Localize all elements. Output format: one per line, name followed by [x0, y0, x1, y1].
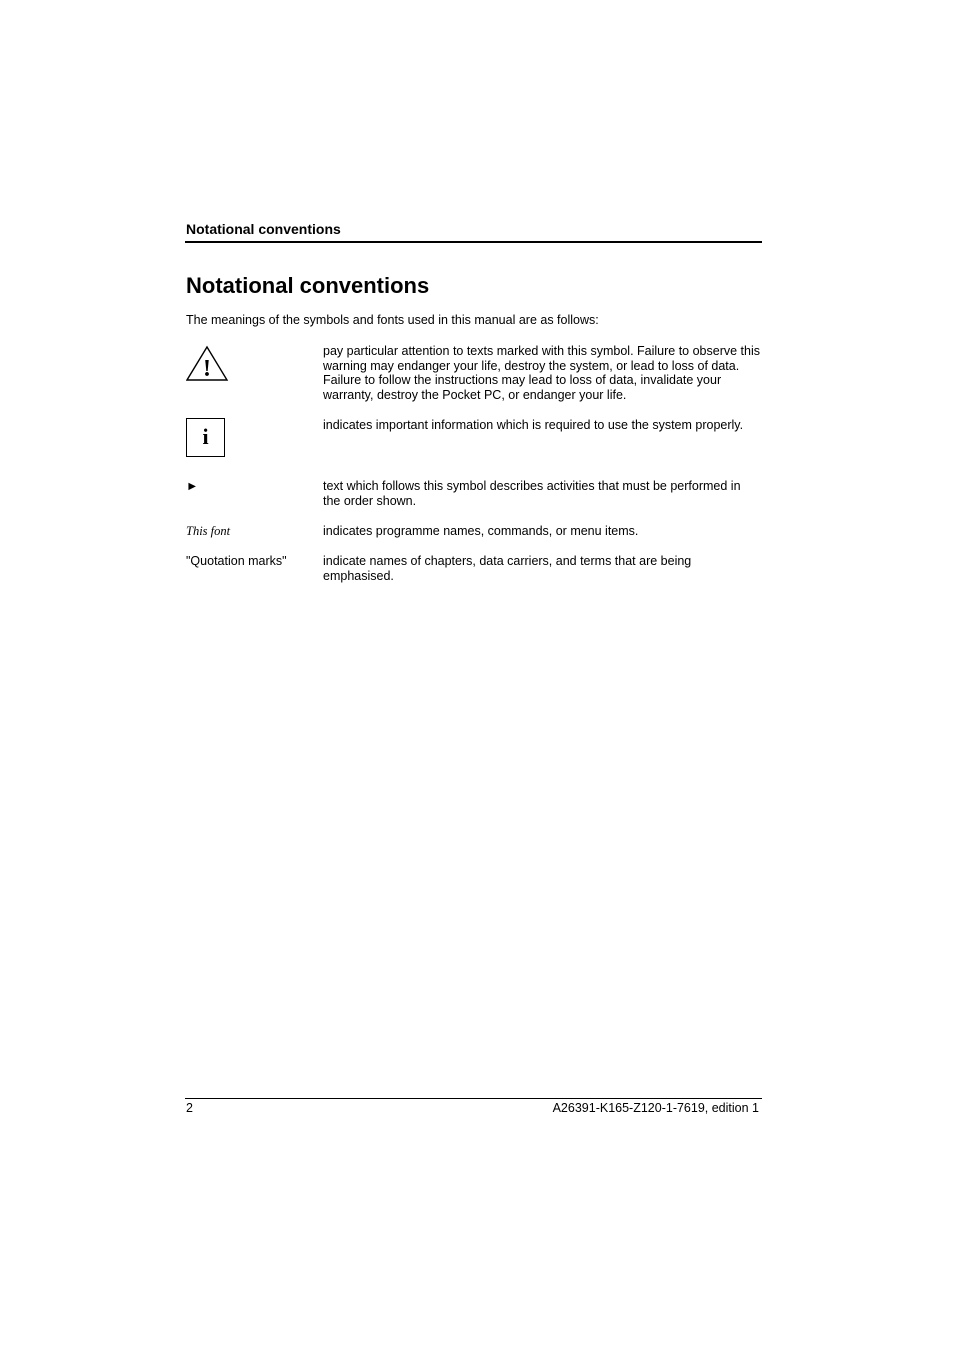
page-title: Notational conventions: [186, 273, 430, 298]
convention-description: text which follows this symbol describes activities that must be performed in the order shown.: [323, 479, 741, 508]
convention-description: indicates important information which is required to use the system properly.: [323, 418, 744, 432]
footer-rule: [185, 1098, 762, 1099]
document-id: A26391-K165-Z120-1-7619, edition 1: [552, 1101, 759, 1115]
warning-icon: [186, 344, 230, 386]
page-number: 2: [186, 1101, 193, 1115]
running-header: Notational conventions: [186, 221, 341, 237]
svg-text:!: !: [203, 356, 211, 382]
arrow-right-icon: ►: [186, 479, 199, 493]
header-rule: [185, 241, 762, 243]
convention-symbol-font: This font: [186, 524, 231, 538]
convention-description: indicates programme names, commands, or menu items.: [323, 524, 639, 538]
info-icon: [186, 418, 225, 457]
convention-description: indicate names of chapters, data carriers, and terms that are being emphasised.: [323, 554, 692, 583]
info-glyph: i: [202, 424, 209, 449]
convention-description: pay particular attention to texts marked with this symbol. Failure to observe this warning may endanger your life, destroy the system, or lead to loss of data. Failure to follow the instructions may lead to loss of data, invalidate your warranty, destroy the Pocket PC, or endanger your life.: [323, 344, 760, 402]
intro-paragraph: The meanings of the symbols and fonts used in this manual are as follows:: [186, 313, 599, 327]
convention-symbol-quotes: "Quotation marks": [186, 554, 287, 568]
